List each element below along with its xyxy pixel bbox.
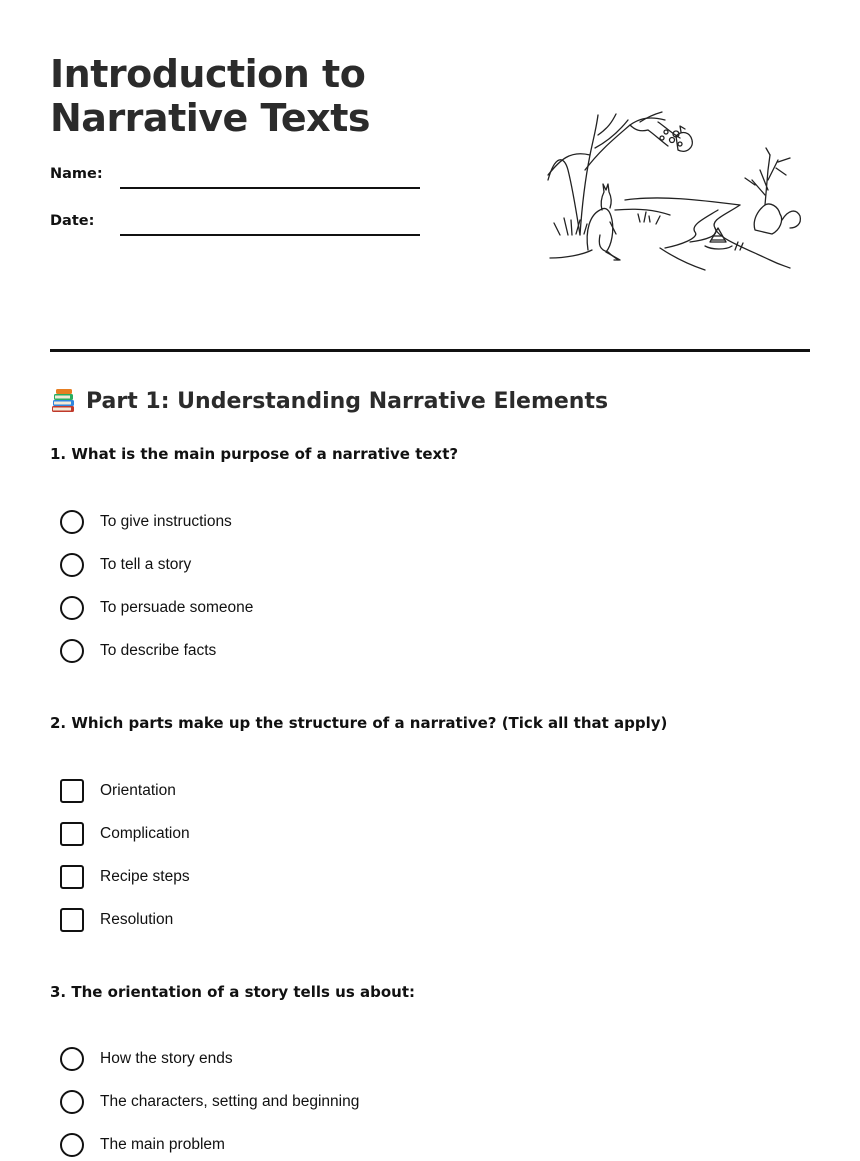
checkbox[interactable]	[60, 865, 84, 889]
checkbox[interactable]	[60, 779, 84, 803]
title-line-1: Introduction to	[50, 52, 366, 96]
checkbox[interactable]	[60, 908, 84, 932]
q2-option-3[interactable]	[60, 864, 190, 890]
option-label: Resolution	[100, 911, 174, 928]
date-field[interactable]	[120, 234, 420, 236]
q2-option-4[interactable]	[60, 907, 173, 933]
name-label: Name:	[50, 166, 103, 182]
q1-option-2[interactable]	[60, 552, 191, 578]
question-3: 3. The orientation of a story tells us about:	[50, 983, 415, 1001]
worksheet-title	[50, 52, 370, 140]
option-label: Recipe steps	[100, 868, 190, 885]
q1-option-1[interactable]	[60, 509, 232, 535]
q1-option-3[interactable]	[60, 595, 253, 621]
date-label: Date:	[50, 213, 95, 229]
q1-option-4[interactable]	[60, 638, 216, 664]
radio-button[interactable]	[60, 1090, 84, 1114]
option-label: Orientation	[100, 782, 176, 799]
q2-option-1[interactable]	[60, 778, 176, 804]
title-line-2: Narrative Texts	[50, 96, 370, 140]
q3-option-3[interactable]	[60, 1132, 225, 1158]
option-label: To give instructions	[100, 513, 232, 530]
radio-button[interactable]	[60, 1133, 84, 1157]
books-emoji-icon	[50, 388, 76, 414]
radio-button[interactable]	[60, 553, 84, 577]
option-label: The main problem	[100, 1136, 225, 1153]
checkbox[interactable]	[60, 822, 84, 846]
q3-option-1[interactable]	[60, 1046, 233, 1072]
option-label: To describe facts	[100, 642, 217, 659]
question-1: 1. What is the main purpose of a narrative text?	[50, 445, 459, 463]
option-label: To persuade someone	[100, 599, 254, 616]
option-label: To tell a story	[100, 556, 192, 573]
name-field[interactable]	[120, 187, 420, 189]
kangaroo-landscape-illustration	[540, 110, 810, 280]
radio-button[interactable]	[60, 1047, 84, 1071]
q2-option-2[interactable]	[60, 821, 190, 847]
option-label: The characters, setting and beginning	[100, 1093, 360, 1110]
radio-button[interactable]	[60, 639, 84, 663]
option-label: Complication	[100, 825, 190, 842]
part-1-title: Part 1: Understanding Narrative Elements	[86, 388, 609, 414]
part-1-heading	[50, 388, 608, 414]
radio-button[interactable]	[60, 510, 84, 534]
q3-option-2[interactable]	[60, 1089, 359, 1115]
question-2: 2. Which parts make up the structure of a narrative? (Tick all that apply)	[50, 714, 668, 732]
section-divider	[50, 349, 810, 352]
radio-button[interactable]	[60, 596, 84, 620]
option-label: How the story ends	[100, 1050, 233, 1067]
